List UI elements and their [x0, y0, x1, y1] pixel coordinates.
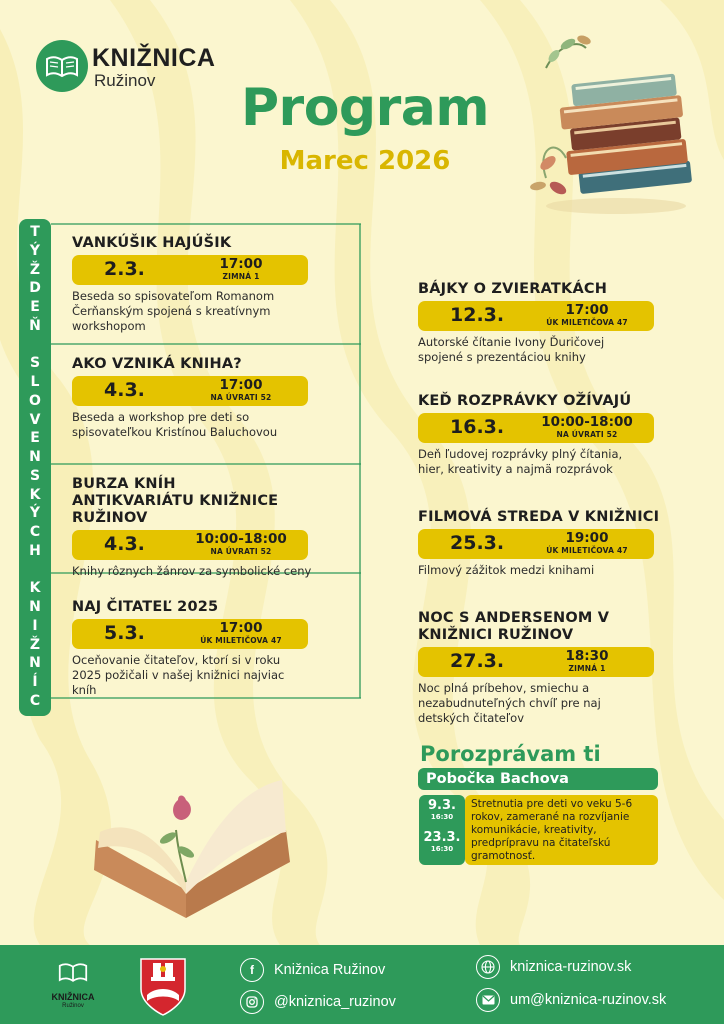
book-logo-icon	[36, 40, 88, 92]
event-date-pill	[418, 301, 654, 331]
event-date: 27.3.	[450, 650, 505, 672]
event-title: NAJ ČITATEĽ 2025	[72, 599, 219, 615]
event-title: KEĎ ROZPRÁVKY OŽÍVAJÚ	[418, 393, 632, 409]
event-time: 17:00	[219, 620, 263, 636]
logo-subtitle: Ružinov	[94, 71, 156, 90]
event-card[interactable]	[72, 235, 352, 334]
storytelling-description: Stretnutia pre deti vo veku 5-6 rokov, zamerané na rozvíjanie komunikácie, kreativity, predprípravu na čitateľskú gramotnosť.	[465, 795, 658, 865]
event-date: 12.3.	[450, 304, 505, 326]
event-place: ZIMNÁ 1	[222, 272, 260, 281]
storytelling-date-item: 9.3. 16:30	[428, 798, 456, 821]
event-date: 16.3.	[450, 416, 505, 438]
event-date-pill	[418, 647, 654, 677]
event-time: 10:00-18:00	[541, 414, 633, 430]
mail-icon	[476, 988, 500, 1012]
event-date: 5.3.	[104, 622, 145, 644]
email-link[interactable]	[476, 988, 666, 1012]
event-place: NA ÚVRATI 52	[210, 547, 272, 556]
event-description: Noc plná príbehov, smiechu a nezabudnuteľných chvíľ pre naj detských čitateľov	[418, 681, 601, 725]
event-title: FILMOVÁ STREDA V KNIŽNICI	[418, 509, 660, 525]
storytelling-dates	[419, 795, 465, 865]
event-description: Autorské čítanie Ivony Ďuričovej spojené s prezentáciou knihy	[418, 335, 605, 364]
event-date-pill	[418, 529, 654, 559]
facebook-icon: f	[240, 958, 264, 982]
event-card[interactable]	[72, 356, 352, 440]
event-card[interactable]	[418, 393, 678, 477]
event-description: Knihy rôznych žánrov za symbolické ceny	[72, 564, 312, 578]
books-stack-illustration	[526, 28, 706, 218]
logo-name: KNIŽNICA	[92, 44, 216, 72]
coat-of-arms-icon	[139, 955, 187, 1017]
event-time: 18:30	[565, 648, 609, 664]
storytelling-title: Porozprávam ti	[420, 742, 601, 766]
footer-logo-name: KNIŽNICA	[51, 992, 95, 1002]
event-place: ÚK MILETIČOVA 47	[546, 318, 628, 327]
event-time: 10:00-18:00	[195, 531, 287, 547]
event-title: VANKÚŠIK HAJÚŠIK	[72, 235, 232, 251]
event-time: 17:00	[219, 256, 263, 272]
open-book-rose-illustration	[86, 770, 296, 920]
storytelling-branch: Pobočka Bachova	[418, 768, 658, 790]
event-place: ZIMNÁ 1	[568, 664, 606, 673]
event-card[interactable]	[72, 599, 352, 698]
event-time: 19:00	[565, 530, 609, 546]
page-title: Program	[240, 78, 490, 138]
event-place: NA ÚVRATI 52	[210, 393, 272, 402]
facebook-label: Knižnica Ružinov	[274, 962, 386, 978]
event-title: AKO VZNIKÁ KNIHA?	[72, 356, 242, 372]
event-date-pill	[72, 619, 308, 649]
globe-icon	[476, 955, 500, 979]
instagram-icon	[240, 990, 264, 1014]
event-description: Oceňovanie čitateľov, ktorí si v roku 2025 požičali v našej knižnici najviac kníh	[72, 653, 285, 697]
event-description: Beseda so spisovateľom Romanom Čerňanským spojená s kreatívnym workshopom	[72, 289, 275, 333]
event-date-pill	[418, 413, 654, 443]
event-date: 4.3.	[104, 533, 145, 555]
event-card[interactable]	[418, 509, 678, 578]
event-date-pill	[72, 376, 308, 406]
event-date-pill	[72, 530, 308, 560]
event-title: BURZA KNÍH ANTIKVARIÁTU KNIŽNICE RUŽINOV	[72, 476, 279, 526]
event-time: 17:00	[219, 377, 263, 393]
event-date: 25.3.	[450, 532, 505, 554]
page-subtitle: Marec 2026	[279, 146, 451, 176]
week-label-strip: T Ý Ž D E Ň S L O V E N S K Ý C H K N I Ž N Í C	[19, 219, 51, 716]
event-date-pill	[72, 255, 308, 285]
footer-logo[interactable]	[50, 956, 96, 1016]
event-description: Deň ľudovej rozprávky plný čítania, hier, kreativity a najmä rozprávok	[418, 447, 623, 476]
instagram-label: @kniznica_ruzinov	[274, 994, 396, 1010]
event-title: NOC S ANDERSENOM V KNIŽNICI RUŽINOV	[418, 610, 610, 643]
event-place: ÚK MILETIČOVA 47	[200, 636, 282, 645]
event-place: ÚK MILETIČOVA 47	[546, 546, 628, 555]
website-label: kniznica-ruzinov.sk	[510, 959, 632, 975]
event-date: 4.3.	[104, 379, 145, 401]
book-logo-icon	[58, 958, 88, 986]
footer-logo-sub: Ružinov	[62, 1003, 84, 1009]
event-card[interactable]	[418, 610, 678, 726]
website-link[interactable]	[476, 955, 631, 979]
event-description: Beseda a workshop pre deti so spisovateľkou Kristínou Baluchovou	[72, 410, 278, 439]
event-description: Filmový zážitok medzi knihami	[418, 563, 595, 577]
event-date: 2.3.	[104, 258, 145, 280]
email-label: um@kniznica-ruzinov.sk	[510, 992, 667, 1008]
facebook-link[interactable]	[240, 958, 385, 982]
storytelling-date-item: 23.3. 16:30	[423, 830, 461, 853]
event-place: NA ÚVRATI 52	[556, 430, 618, 439]
event-title: BÁJKY O ZVIERATKÁCH	[418, 281, 608, 297]
event-time: 17:00	[565, 302, 609, 318]
event-card[interactable]	[72, 476, 352, 579]
instagram-link[interactable]	[240, 990, 396, 1014]
event-card[interactable]	[418, 281, 678, 365]
